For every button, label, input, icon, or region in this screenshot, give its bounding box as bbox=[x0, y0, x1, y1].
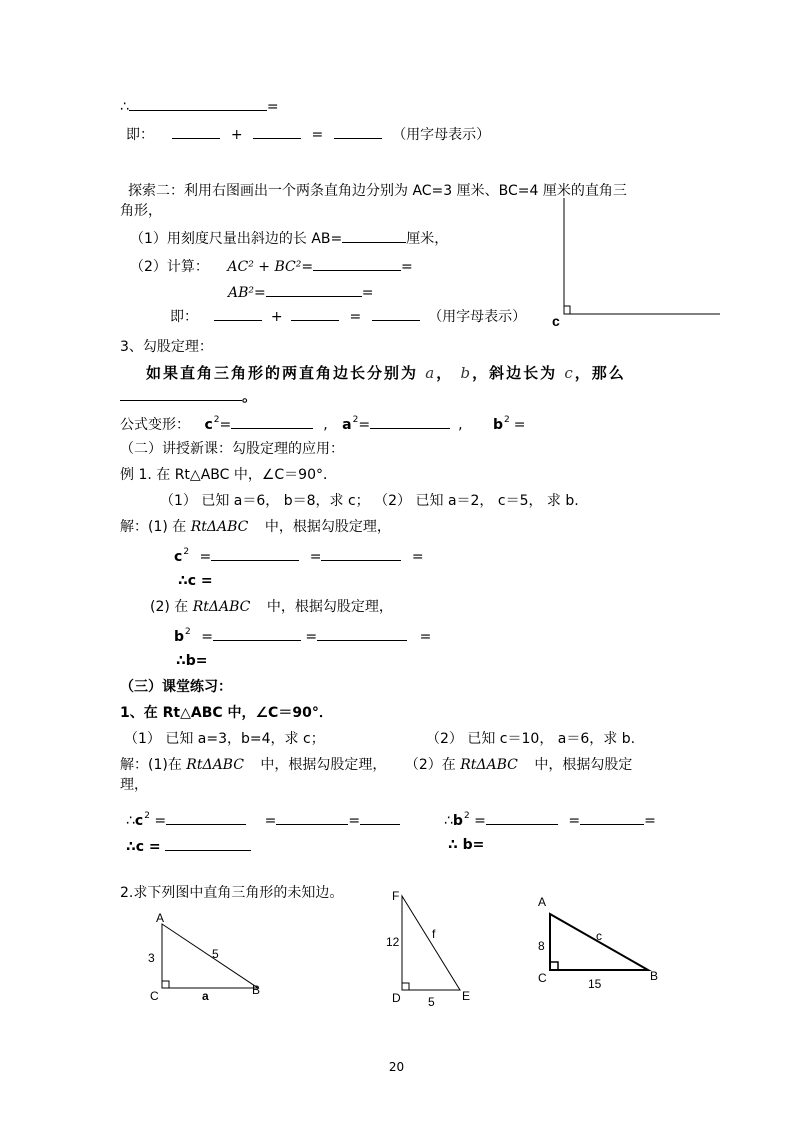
blank[interactable] bbox=[342, 228, 406, 243]
vertex-a: A bbox=[538, 895, 547, 909]
solution1-c2: $c^2$ = = = bbox=[174, 547, 424, 565]
triangle-1-shape bbox=[162, 924, 258, 988]
blank[interactable] bbox=[231, 414, 313, 429]
vertex-a: A bbox=[156, 911, 165, 925]
blank[interactable] bbox=[172, 124, 220, 139]
blank[interactable] bbox=[291, 306, 339, 321]
blank[interactable] bbox=[253, 124, 301, 139]
vertex-d: D bbox=[392, 991, 401, 1005]
line-ji: 即： + = （用字母表示） bbox=[126, 124, 490, 144]
explore2-step2: （2）计算： AC² + BC²= = bbox=[130, 256, 413, 276]
therefore-c: ∴c = bbox=[178, 573, 213, 589]
vertex-c: C bbox=[538, 971, 547, 985]
explore2-ab2: AB²= = bbox=[228, 282, 373, 302]
side-ac-label: 8 bbox=[538, 939, 545, 953]
practice-c2: $\therefore c^2$ = = = bbox=[126, 810, 400, 832]
therefore-b: ∴b= bbox=[176, 653, 208, 669]
practice-therefore-b: ∴ b= bbox=[448, 837, 485, 853]
explore2-text: 探索二：利用右图画出一个两条直角边分别为 AC=3 厘米、BC=4 厘米的直角三 bbox=[128, 183, 627, 199]
blank[interactable] bbox=[580, 810, 644, 825]
corner-label-c: c bbox=[552, 313, 560, 329]
explore2-ji: 即： + = （用字母表示） bbox=[170, 306, 526, 326]
theorem-line: 如果直角三角形的两直角边长分别为 a， b，斜边长为 c，那么 bbox=[146, 364, 626, 382]
blank[interactable] bbox=[165, 836, 251, 851]
explore2-step1: （1）用刻度尺量出斜边的长 AB= 厘米， bbox=[130, 228, 448, 248]
blank[interactable] bbox=[321, 546, 401, 561]
right-angle-mark bbox=[564, 306, 570, 314]
blank[interactable] bbox=[360, 810, 400, 825]
blank[interactable] bbox=[317, 626, 407, 641]
formula-variants: 公式变形： $c^2=$ , $a^2=$ , $b^2$ = bbox=[120, 415, 526, 433]
solution2-b2: $b^2$ = = = bbox=[174, 627, 432, 645]
blank[interactable] bbox=[214, 306, 262, 321]
side-fe-label: f bbox=[432, 927, 436, 941]
practice-q1: 1、在 Rt△ABC 中，∠C＝90°． bbox=[120, 705, 333, 721]
blank[interactable] bbox=[313, 256, 401, 271]
triangle-1 bbox=[140, 908, 270, 1004]
triangle-2 bbox=[378, 880, 478, 1010]
theorem-blank-line: 。 bbox=[120, 386, 259, 405]
triangle-2-shape bbox=[402, 896, 460, 990]
solution2: (2) 在 RtΔABC 中，根据勾股定理， bbox=[150, 599, 393, 615]
vertex-e: E bbox=[462, 989, 471, 1003]
example1-given: （1） 已知 a＝6， b＝8，求 c； （2） 已知 a＝2， c＝5， 求 b. bbox=[160, 493, 579, 509]
right-angle-figure bbox=[540, 190, 730, 335]
blank[interactable] bbox=[211, 546, 299, 561]
vertex-b: B bbox=[650, 969, 659, 983]
vertex-f: F bbox=[392, 889, 400, 903]
side-cb-label: a bbox=[202, 989, 209, 1003]
lesson2-title: （二）讲授新课：勾股定理的应用： bbox=[120, 441, 344, 457]
blank[interactable] bbox=[213, 626, 301, 641]
vertex-c: C bbox=[150, 989, 159, 1003]
line-therefore: ∴ = bbox=[120, 96, 279, 116]
practice-q1a: （1） 已知 a=3，b=4，求 c； bbox=[124, 731, 325, 747]
practice-title: （三）课堂练习： bbox=[120, 679, 232, 695]
practice-therefore-c: ∴c = bbox=[126, 836, 251, 856]
triangle-3 bbox=[528, 892, 668, 996]
practice-q1b: （2） 已知 c＝10， a＝6，求 b. bbox=[426, 731, 636, 747]
page-number: 20 bbox=[388, 1060, 405, 1074]
practice-b2: $\therefore b^2$ = = = bbox=[444, 811, 656, 829]
side-cb-label: 15 bbox=[588, 977, 602, 991]
blank[interactable] bbox=[129, 96, 267, 111]
blank[interactable] bbox=[372, 306, 420, 321]
formula-ab2: AB² bbox=[228, 285, 255, 301]
blank[interactable] bbox=[276, 810, 348, 825]
right-angle-mark bbox=[550, 962, 558, 970]
explore2-text-wrap: 角形， bbox=[120, 203, 162, 219]
side-ab-label: c bbox=[596, 929, 602, 943]
blank[interactable] bbox=[120, 386, 242, 401]
blank[interactable] bbox=[486, 810, 558, 825]
right-angle-mark bbox=[402, 983, 409, 990]
practice-solution-wrap: 理， bbox=[120, 777, 148, 793]
practice-solution: 解：(1)在 RtΔABC 中，根据勾股定理， （2）在 RtΔABC 中，根据勾股定 bbox=[120, 757, 633, 773]
right-angle-mark bbox=[162, 981, 169, 988]
therefore-symbol: ∴ bbox=[120, 99, 129, 115]
vertex-b: B bbox=[252, 983, 261, 997]
blank[interactable] bbox=[370, 414, 450, 429]
side-ac-label: 3 bbox=[148, 951, 155, 965]
side-de-label: 5 bbox=[428, 995, 435, 1009]
solution1: 解：(1) 在 RtΔABC 中，根据勾股定理， bbox=[120, 519, 391, 535]
side-fd-label: 12 bbox=[386, 935, 400, 949]
section3-title: 3、勾股定理： bbox=[120, 339, 213, 355]
example1: 例 1. 在 Rt△ABC 中，∠C＝90°． bbox=[120, 467, 337, 483]
blank[interactable] bbox=[266, 282, 362, 297]
side-ab-label: 5 bbox=[212, 947, 219, 961]
blank[interactable] bbox=[334, 124, 382, 139]
blank[interactable] bbox=[166, 810, 246, 825]
formula-ac2-bc2: AC² + BC² bbox=[227, 259, 302, 275]
q2-title: 2.求下列图中直角三角形的未知边。 bbox=[120, 885, 344, 901]
